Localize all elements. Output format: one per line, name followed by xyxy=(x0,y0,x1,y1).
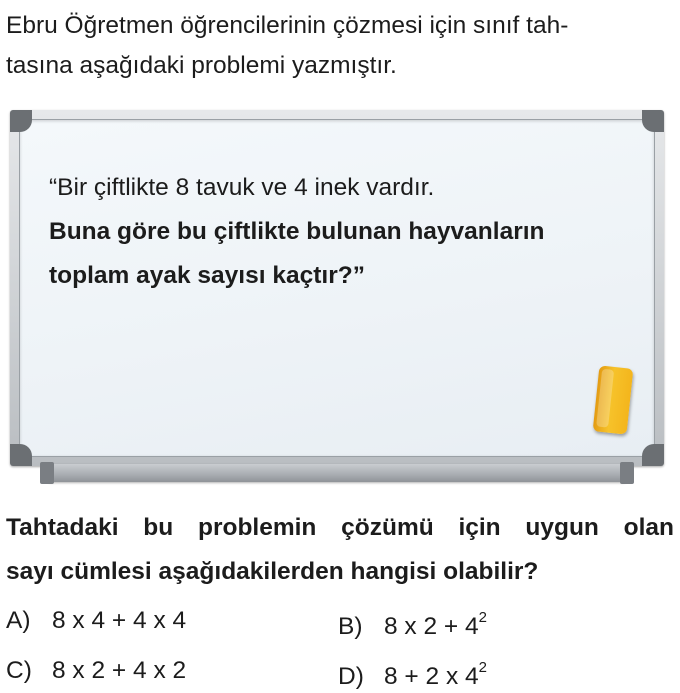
whiteboard-problem xyxy=(49,166,639,298)
whiteboard-tray-end-right xyxy=(620,462,634,484)
option-d-expression: 8 + 2 x 4 xyxy=(384,663,479,691)
intro-line-2: tasına aşağıdaki problemi yazmıştır. xyxy=(6,52,397,79)
option-a-expression: 8 x 4 + 4 x 4 xyxy=(52,607,187,634)
eraser-icon xyxy=(593,365,634,434)
option-d-exponent: 2 xyxy=(478,659,488,676)
problem-line-2: Buna göre bu çiftlikte bulunan hayvanların xyxy=(49,218,545,245)
option-a[interactable] xyxy=(6,606,186,636)
problem-line-3: toplam ayak sayısı kaçtır?” xyxy=(49,262,365,289)
option-d[interactable] xyxy=(338,656,487,692)
option-b[interactable] xyxy=(338,606,487,642)
problem-line-1: “Bir çiftlikte 8 tavuk ve 4 inek vardır. xyxy=(49,174,435,201)
whiteboard-corner-bottom-right xyxy=(642,444,664,466)
option-b-exponent: 2 xyxy=(478,609,488,626)
option-c-letter: C) xyxy=(6,657,32,684)
option-a-letter: A) xyxy=(6,607,31,634)
whiteboard-tray-end-left xyxy=(40,462,54,484)
option-d-letter: D) xyxy=(338,663,364,691)
option-c[interactable] xyxy=(6,656,186,686)
question-line-2: sayı cümlesi aşağıdakilerden hangisi olabilir? xyxy=(6,558,539,585)
intro-line-1: Ebru Öğretmen öğrencilerinin çözmesi için sınıf tah- xyxy=(6,12,569,39)
question-text xyxy=(6,506,674,594)
whiteboard-tray xyxy=(46,464,628,482)
option-b-expression: 8 x 2 + 4 xyxy=(384,613,479,641)
intro-text xyxy=(6,6,674,86)
whiteboard-corner-bottom-left xyxy=(10,444,32,466)
whiteboard-corner-top-right xyxy=(642,110,664,132)
option-c-expression: 8 x 2 + 4 x 2 xyxy=(52,657,187,684)
option-b-letter: B) xyxy=(338,613,363,641)
question-line-1: Tahtadaki bu problemin çözümü için uygun olan xyxy=(6,514,674,541)
